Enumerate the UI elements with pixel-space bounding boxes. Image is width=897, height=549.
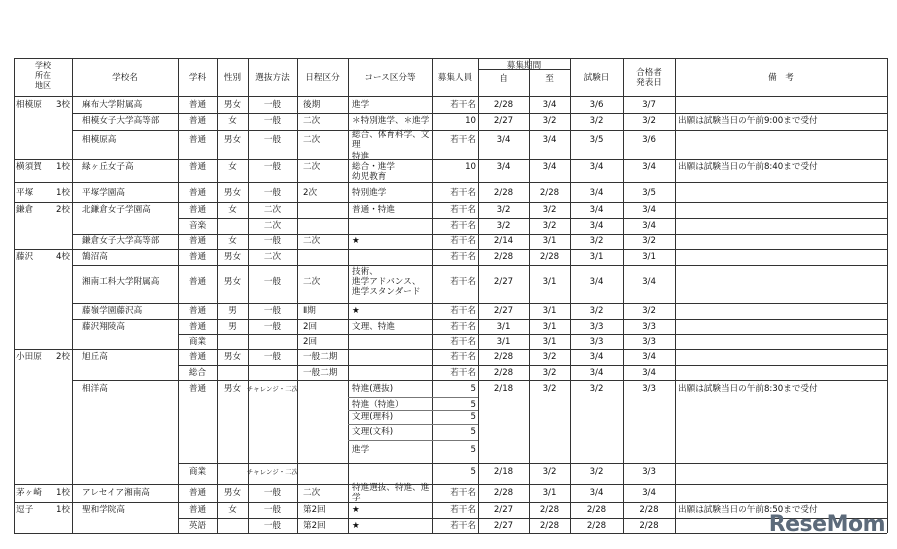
row-separator — [72, 319, 887, 320]
row-period-to: 3/2 — [542, 116, 557, 126]
row-course: ★ — [352, 505, 360, 515]
row-method: 一般 — [263, 188, 282, 198]
row-dept: 普通 — [188, 384, 207, 394]
row-period-from: 2/27 — [493, 505, 514, 515]
row-school-name: 麻布大学附属高 — [82, 100, 143, 110]
row-exam-date: 3/4 — [589, 352, 604, 362]
row-separator — [178, 365, 887, 366]
row-quota: 若干名 — [450, 505, 476, 515]
header-note: 備 考 — [768, 73, 794, 83]
row-quota: 若干名 — [450, 205, 476, 215]
row-result-date: 3/3 — [642, 337, 656, 347]
row-school-name: 旭丘高 — [82, 352, 108, 362]
row-period-from: 2/27 — [493, 116, 514, 126]
row-area: 横須賀 — [16, 162, 42, 172]
header-school: 学校名 — [112, 73, 138, 83]
row-method: 一般 — [263, 352, 282, 362]
row-course: 文理(文科) — [352, 427, 394, 437]
row-separator — [178, 218, 887, 219]
row-exam-date: 3/3 — [589, 337, 604, 347]
row-period-from: 2/28 — [493, 100, 514, 110]
row-quota: 若干名 — [450, 188, 476, 198]
row-result-date: 3/3 — [642, 384, 656, 394]
row-exam-date: 3/3 — [589, 322, 604, 332]
row-separator — [72, 303, 887, 304]
area-separator — [14, 159, 887, 160]
row-exam-date: 3/2 — [589, 116, 604, 126]
row-area-count: 1校 — [55, 188, 70, 198]
row-note: 出願は試験当日の午前9:00まで受付 — [678, 116, 818, 126]
row-sex: 男 — [228, 322, 237, 332]
row-dept: 商業 — [188, 467, 207, 477]
row-method: 一般 — [263, 236, 282, 246]
row-school-name: 聖和学院高 — [82, 505, 125, 515]
header-dept: 学科 — [188, 73, 207, 83]
row-method: 一般 — [263, 521, 282, 531]
row-exam-date: 3/4 — [589, 188, 604, 198]
header-from: 自 — [499, 74, 508, 84]
row-schedule: 2回 — [303, 337, 318, 347]
row-method: チャレンジ・二次 — [246, 385, 299, 393]
resemom-logo: ReseMom — [768, 512, 885, 537]
row-school-name: 藤嶺学園藤沢高 — [82, 306, 143, 316]
row-school-name: 鵠沼高 — [82, 252, 108, 262]
row-exam-date: 3/2 — [589, 236, 604, 246]
row-period-to: 3/2 — [542, 221, 557, 231]
row-area: 小田原 — [16, 352, 42, 362]
row-course: 進学 — [352, 100, 370, 110]
row-period-from: 2/28 — [493, 188, 514, 198]
row-course: ★ — [352, 521, 360, 531]
row-sex: 男 — [228, 306, 237, 316]
row-quota: 若干名 — [450, 252, 476, 262]
row-exam-date: 3/1 — [589, 252, 604, 262]
row-period-from: 2/27 — [493, 306, 514, 316]
row-school-name: アレセイア湘南高 — [82, 488, 150, 498]
row-result-date: 3/6 — [642, 135, 656, 145]
row-course: ＊特別進学、＊進学 — [352, 116, 430, 126]
row-result-date: 3/2 — [642, 116, 656, 126]
row-dept: 英語 — [188, 521, 207, 531]
row-school-name: 北鎌倉女子学園高 — [82, 205, 151, 215]
row-course: 特進選抜、特進、進 学 — [352, 483, 430, 503]
row-quota: 10 — [465, 116, 476, 126]
row-method: 二次 — [263, 252, 282, 262]
row-dept: 普通 — [188, 252, 207, 262]
row-sex: 男女 — [223, 135, 242, 145]
row-area-count: 4校 — [55, 252, 70, 262]
row-result-date: 3/4 — [642, 221, 656, 231]
area-separator — [14, 502, 887, 503]
header-to: 至 — [545, 74, 554, 84]
row-schedule: 二次 — [303, 488, 321, 498]
row-schedule: 二次 — [303, 277, 321, 287]
row-schedule: 2回 — [303, 322, 318, 332]
row-note: 出願は試験当日の午前8:40まで受付 — [678, 162, 818, 172]
row-course: 総合、体育科学、文 理 — [352, 130, 430, 150]
row-result-date: 3/2 — [642, 306, 656, 316]
row-exam-date: 3/4 — [589, 162, 604, 172]
row-dept: 普通 — [188, 100, 207, 110]
row-exam-date: 3/6 — [589, 100, 604, 110]
row-quota: 若干名 — [450, 306, 476, 316]
course-sub-separator — [348, 440, 478, 441]
column-border — [887, 58, 888, 533]
row-dept: 商業 — [188, 337, 207, 347]
row-dept: 普通 — [188, 188, 207, 198]
row-exam-date: 3/4 — [589, 368, 604, 378]
row-separator — [72, 130, 887, 131]
row-period-from: 3/1 — [496, 322, 511, 332]
row-quota: 若干名 — [450, 352, 476, 362]
row-sex: 男女 — [223, 252, 242, 262]
row-area: 平塚 — [16, 188, 34, 198]
row-quota: 若干名 — [450, 337, 476, 347]
row-sex: 男女 — [223, 384, 242, 394]
row-period-to: 3/4 — [542, 135, 557, 145]
row-exam-date: 3/2 — [589, 306, 604, 316]
course-sub-separator — [348, 397, 478, 398]
row-exam-date: 3/4 — [589, 488, 604, 498]
row-separator — [178, 463, 887, 464]
row-course: 特進(選抜) — [352, 384, 394, 394]
row-period-to: 3/2 — [542, 368, 557, 378]
row-exam-date: 2/28 — [586, 521, 607, 531]
row-result-date: 3/5 — [642, 188, 656, 198]
row-school-name: 湘南工科大学附属高 — [82, 277, 160, 287]
row-school-name: 相模女子大学高等部 — [82, 116, 160, 126]
area-separator — [14, 484, 887, 485]
row-quota: 若干名 — [450, 368, 476, 378]
row-period-to: 3/2 — [542, 352, 557, 362]
row-dept: 普通 — [188, 116, 207, 126]
row-quota: 5 — [470, 412, 476, 422]
header-result: 合格者 発表日 — [636, 68, 662, 88]
header-bottom-border — [14, 96, 887, 97]
row-result-date: 3/3 — [642, 467, 656, 477]
row-area: 茅ヶ崎 — [16, 488, 42, 498]
row-method: 一般 — [263, 116, 282, 126]
row-schedule: 後期 — [303, 100, 321, 110]
row-exam-date: 3/4 — [589, 221, 604, 231]
row-period-to: 3/1 — [542, 236, 557, 246]
row-result-date: 3/3 — [642, 322, 656, 332]
row-quota: 若干名 — [450, 488, 476, 498]
row-sex: 男女 — [223, 277, 242, 287]
column-border — [14, 58, 15, 533]
table-top-border — [14, 58, 887, 59]
row-period-from: 3/4 — [496, 135, 511, 145]
row-method: 一般 — [263, 488, 282, 498]
row-course: 普通・特進 — [352, 205, 395, 215]
row-result-date: 3/4 — [642, 488, 656, 498]
row-dept: 総合 — [188, 368, 207, 378]
row-sex: 女 — [228, 505, 237, 515]
area-separator — [14, 182, 887, 183]
area-separator — [14, 249, 887, 250]
header-sex: 性別 — [223, 73, 242, 83]
row-period-to: 2/28 — [539, 521, 560, 531]
row-quota: 10 — [465, 162, 476, 172]
header-exam: 試験日 — [583, 73, 610, 83]
row-course: 進学 — [352, 445, 370, 455]
row-period-to: 2/28 — [539, 188, 560, 198]
table-bottom-border — [14, 533, 887, 534]
header-sched: 日程区分 — [305, 73, 340, 83]
row-exam-date: 3/5 — [589, 135, 604, 145]
row-method: 一般 — [263, 306, 282, 316]
row-school-name: 相模原高 — [82, 135, 117, 145]
row-method: 一般 — [263, 277, 282, 287]
row-dept: 普通 — [188, 162, 207, 172]
row-method: 一般 — [263, 100, 282, 110]
row-period-from: 2/28 — [493, 352, 514, 362]
row-quota: 若干名 — [450, 100, 476, 110]
row-period-to: 3/2 — [542, 384, 557, 394]
row-result-date: 3/1 — [642, 252, 656, 262]
row-dept: 普通 — [188, 488, 207, 498]
row-separator — [72, 380, 887, 381]
area-separator — [14, 349, 887, 350]
row-method: 一般 — [263, 505, 282, 515]
course-sub-separator — [348, 410, 478, 411]
row-method: 一般 — [263, 322, 282, 332]
row-course: 特進（特進） — [352, 400, 404, 410]
row-school-name: 鎌倉女子大学高等部 — [82, 236, 160, 246]
row-area: 相模原 — [16, 100, 42, 110]
row-quota: 若干名 — [450, 277, 476, 287]
row-sex: 男女 — [223, 100, 242, 110]
row-note: 出願は試験当日の午前8:30まで受付 — [678, 384, 818, 394]
row-result-date: 3/4 — [642, 205, 656, 215]
row-result-date: 2/28 — [639, 505, 659, 515]
row-dept: 普通 — [188, 322, 207, 332]
row-result-date: 3/4 — [642, 162, 656, 172]
header-area: 学校 所在 地区 — [35, 61, 51, 90]
row-quota: 若干名 — [450, 135, 476, 145]
row-period-to: 3/1 — [542, 337, 557, 347]
header-period: 募集期間 — [506, 61, 542, 71]
row-sex: 女 — [228, 162, 237, 172]
row-dept: 普通 — [188, 135, 207, 145]
row-quota: 若干名 — [450, 221, 476, 231]
period-subheader-line — [478, 69, 570, 70]
row-area-count: 1校 — [55, 162, 70, 172]
row-schedule: 2次 — [303, 188, 318, 198]
row-quota: 5 — [470, 400, 476, 410]
row-period-from: 2/28 — [493, 368, 514, 378]
row-result-date: 3/7 — [642, 100, 656, 110]
row-dept: 普通 — [188, 505, 207, 515]
row-period-to: 2/28 — [539, 252, 560, 262]
row-period-from: 3/2 — [496, 221, 511, 231]
row-quota: 若干名 — [450, 236, 476, 246]
row-dept: 普通 — [188, 306, 207, 316]
row-area: 逗子 — [16, 505, 34, 515]
row-period-from: 3/4 — [496, 162, 511, 172]
row-method: 二次 — [263, 221, 282, 231]
row-exam-date: 3/2 — [589, 384, 604, 394]
row-sex: 女 — [228, 236, 237, 246]
row-period-from: 2/27 — [493, 521, 514, 531]
row-exam-date: 2/28 — [586, 505, 607, 515]
header-method: 選抜方法 — [255, 73, 290, 83]
row-quota: 5 — [470, 467, 476, 477]
row-course: 特進 総合・進学 幼児教育 — [352, 152, 395, 182]
row-schedule: 二次 — [303, 135, 321, 145]
row-school-name: 平塚学園高 — [82, 188, 125, 198]
row-sex: 女 — [228, 116, 237, 126]
row-dept: 普通 — [188, 352, 207, 362]
row-period-to: 3/1 — [542, 306, 557, 316]
row-quota: 5 — [470, 427, 476, 437]
header-course: コース区分等 — [364, 73, 416, 83]
row-period-from: 2/28 — [493, 488, 514, 498]
row-period-from: 2/18 — [493, 467, 514, 477]
row-quota: 若干名 — [450, 521, 476, 531]
row-quota: 若干名 — [450, 322, 476, 332]
row-separator — [72, 113, 887, 114]
row-sex: 男女 — [223, 352, 242, 362]
row-period-to: 3/1 — [542, 488, 557, 498]
row-period-from: 2/28 — [493, 252, 514, 262]
row-period-to: 3/4 — [542, 100, 557, 110]
row-area: 藤沢 — [16, 252, 34, 262]
row-area: 鎌倉 — [16, 205, 34, 215]
row-period-to: 3/2 — [542, 467, 557, 477]
row-schedule: 第2回 — [303, 521, 326, 531]
row-course: 技術、 進学アドバンス、 進学スタンダード — [352, 267, 421, 297]
row-note: 出願は試験当日の午前8:50まで受付 — [678, 505, 818, 515]
row-sex: 女 — [228, 205, 237, 215]
row-method: チャレンジ・二次 — [246, 468, 299, 476]
row-course: ★ — [352, 236, 360, 246]
area-separator — [14, 202, 887, 203]
header-quota: 募集人員 — [437, 73, 473, 83]
row-school-name: 藤沢翔陵高 — [82, 322, 125, 332]
row-separator — [72, 234, 887, 235]
row-course: 文理(理科) — [352, 412, 394, 422]
row-period-to: 3/1 — [542, 277, 557, 287]
row-course: 特別進学 — [352, 188, 387, 198]
row-area-count: 3校 — [55, 100, 70, 110]
row-school-name: 緑ヶ丘女子高 — [82, 162, 134, 172]
row-sex: 男女 — [223, 488, 242, 498]
row-period-to: 3/4 — [542, 162, 557, 172]
row-schedule: 二次 — [303, 162, 321, 172]
row-sex: 男女 — [223, 188, 242, 198]
row-result-date: 3/4 — [642, 368, 656, 378]
row-dept: 普通 — [188, 205, 207, 215]
row-school-name: 相洋高 — [82, 384, 108, 394]
row-area-count: 1校 — [55, 488, 70, 498]
row-period-from: 2/14 — [493, 236, 514, 246]
row-dept: 普通 — [188, 236, 207, 246]
row-quota: 5 — [470, 384, 476, 394]
row-course: ★ — [352, 306, 360, 316]
course-sub-separator — [348, 424, 478, 425]
row-period-from: 2/18 — [493, 384, 514, 394]
row-separator — [72, 265, 887, 266]
row-period-from: 3/2 — [496, 205, 511, 215]
row-result-date: 3/4 — [642, 277, 656, 287]
row-exam-date: 3/2 — [589, 467, 604, 477]
row-period-to: 3/2 — [542, 205, 557, 215]
row-separator — [178, 334, 887, 335]
row-course: 文理、特進 — [352, 322, 395, 332]
row-schedule: 第2回 — [303, 505, 326, 515]
row-exam-date: 3/4 — [589, 205, 604, 215]
row-method: 二次 — [263, 205, 282, 215]
row-schedule: 一般二期 — [303, 368, 338, 378]
row-dept: 音楽 — [188, 221, 207, 231]
row-schedule: Ⅱ期 — [303, 306, 316, 316]
row-method: 一般 — [263, 135, 282, 145]
row-area-count: 1校 — [55, 505, 70, 515]
row-dept: 普通 — [188, 277, 207, 287]
row-area-count: 2校 — [55, 205, 70, 215]
row-period-from: 2/27 — [493, 277, 514, 287]
row-period-to: 2/28 — [539, 505, 560, 515]
row-schedule: 一般二期 — [303, 352, 338, 362]
row-method: 一般 — [263, 162, 282, 172]
row-result-date: 2/28 — [639, 521, 659, 531]
row-quota: 5 — [470, 445, 476, 455]
row-schedule: 二次 — [303, 236, 321, 246]
row-schedule: 二次 — [303, 116, 321, 126]
row-exam-date: 3/4 — [589, 277, 604, 287]
row-period-to: 3/1 — [542, 322, 557, 332]
row-period-from: 3/1 — [496, 337, 511, 347]
row-result-date: 3/4 — [642, 352, 656, 362]
row-area-count: 2校 — [55, 352, 70, 362]
row-result-date: 3/2 — [642, 236, 656, 246]
